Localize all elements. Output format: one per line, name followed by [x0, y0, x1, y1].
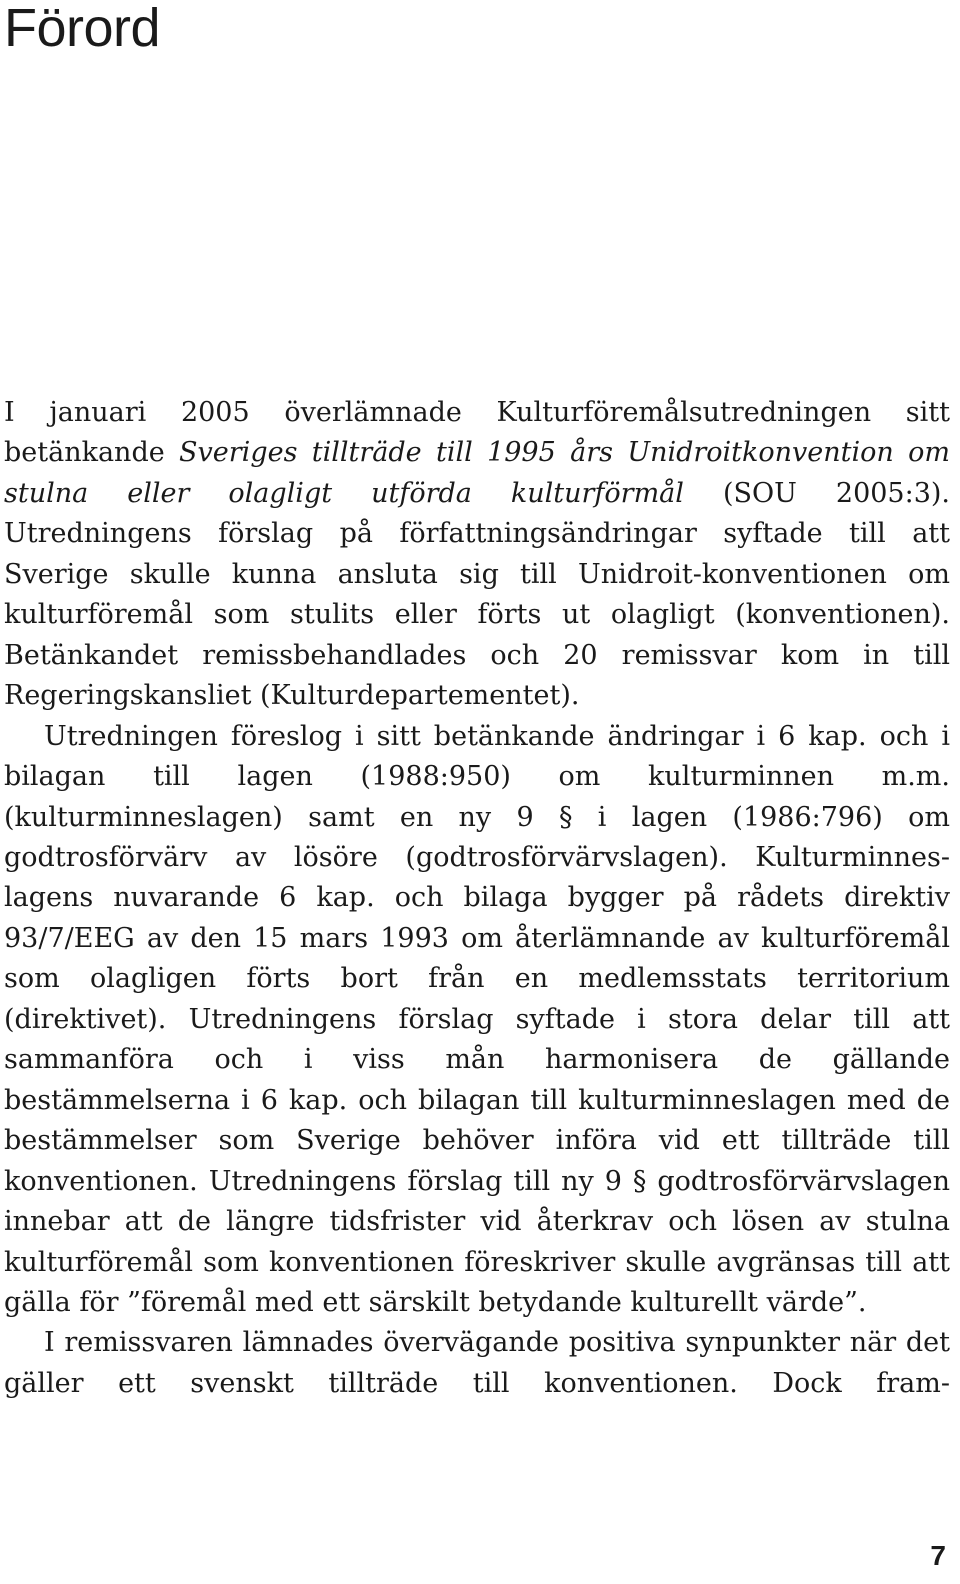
paragraph-1-rest: (SOU 2005:3). Utredningens förslag på författningsändringar syftade till att Sverige skulle kunna ansluta sig till Unidroit-konventionen om kulturföremål som stulits eller förts ut olagligt (konventionen). Betänkandet remissbehandlades och 20 remissvar kom in till Regeringskansliet (Kulturdepartementet).: [4, 477, 950, 712]
paragraph-1-intro: I januari 2005 överlämnade Kulturföremålsutredningen sitt betänkande: [4, 397, 950, 469]
paragraph-3: I remissvaren lämnades övervägande positiva synpunkter när det gäller ett svenskt tillträde till konventionen. Dock fram-: [4, 1327, 950, 1399]
report-title: Sveriges tillträde till 1995 års Unidroitkonvention om stulna eller olagligt utförda kulturförmål: [4, 437, 950, 509]
paragraph-2: Utredningen föreslog i sitt betänkande ändringar i 6 kap. och i bilagan till lagen (1988:950) om kulturminnen m.m. (kulturminneslagen) samt en ny 9 § i lagen (1986:796) om godtrosförvärv av lösöre (godtrosförvärvslagen). Kulturminneslagens nuvarande 6 kap. och bilaga bygger på rådets direktiv 93/7/EEG av den 15 mars 1993 om återlämnande av kulturföremål som olagligen förts bort från en medlemsstats territorium (direktivet). Utredningens förslag syftade i stora delar till att sammanföra och i viss mån harmonisera de gällande bestämmelserna i 6 kap. och bilagan till kulturminneslagen med de bestämmelser som Sverige behöver införa vid ett tillträde till konventionen. Utredningens förslag till ny 9 § godtrosförvärvslagen innebar att de längre tidsfrister vid återkrav och lösen av stulna kulturföremål som konventionen föreskriver skulle avgränsas till att gälla för ”föremål med ett särskilt betydande kulturellt värde”.: [4, 720, 950, 1318]
page-number: 7: [930, 1540, 946, 1571]
body-text: [4, 393, 950, 1404]
page-heading: Förord: [4, 0, 161, 58]
paragraph-1: [4, 393, 950, 717]
